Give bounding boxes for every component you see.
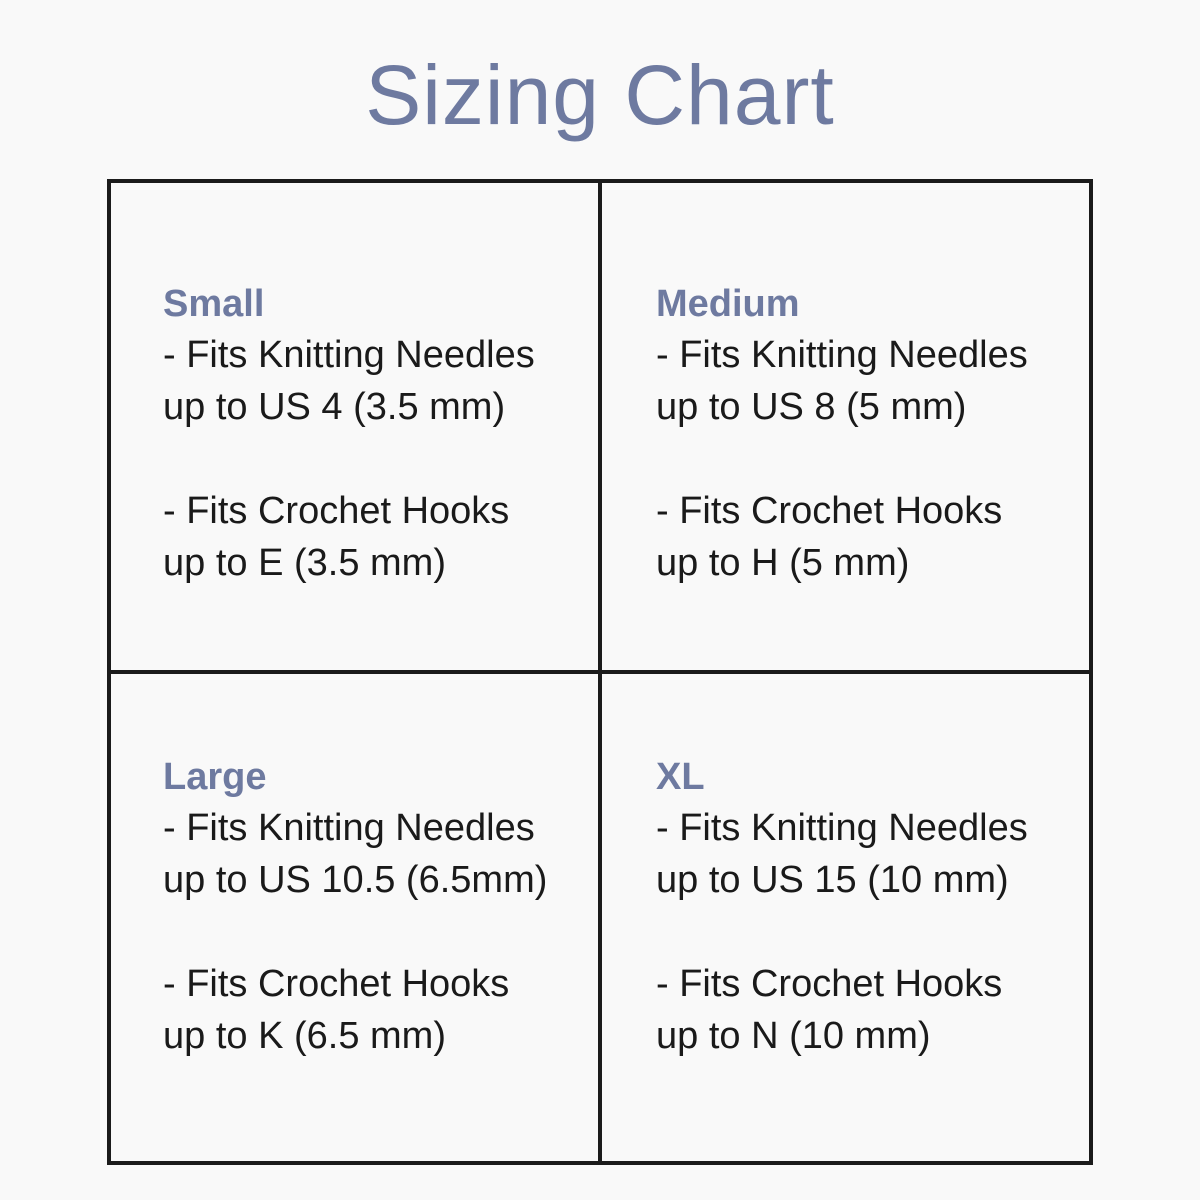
size-cell-content: [163, 279, 578, 589]
hooks-size-text: up to E (3.5 mm): [163, 542, 446, 584]
needles-text: - Fits Knitting Needles: [163, 334, 535, 376]
size-name: XL: [656, 756, 705, 798]
hooks-text: - Fits Crochet Hooks: [656, 490, 1003, 532]
spacer: [163, 906, 578, 958]
sizing-grid: [107, 179, 1093, 1165]
size-name: Large: [163, 756, 267, 798]
size-cell-small: [111, 183, 600, 672]
spacer: [656, 433, 1069, 485]
needles-text: - Fits Knitting Needles: [656, 807, 1028, 849]
page-title: Sizing Chart: [365, 48, 835, 142]
spacer: [656, 906, 1069, 958]
needles-size-text: up to US 15 (10 mm): [656, 859, 1009, 901]
hooks-size-text: up to H (5 mm): [656, 542, 910, 584]
size-cell-content: [656, 752, 1069, 1062]
size-cell-xl: [600, 672, 1089, 1161]
hooks-text: - Fits Crochet Hooks: [163, 490, 510, 532]
size-cell-medium: [600, 183, 1089, 672]
needles-size-text: up to US 4 (3.5 mm): [163, 386, 506, 428]
needles-text: - Fits Knitting Needles: [163, 807, 535, 849]
needles-size-text: up to US 8 (5 mm): [656, 386, 967, 428]
hooks-text: - Fits Crochet Hooks: [656, 963, 1003, 1005]
hooks-size-text: up to K (6.5 mm): [163, 1015, 446, 1057]
hooks-size-text: up to N (10 mm): [656, 1015, 931, 1057]
needles-size-text: up to US 10.5 (6.5mm): [163, 859, 548, 901]
needles-text: - Fits Knitting Needles: [656, 334, 1028, 376]
spacer: [163, 433, 578, 485]
hooks-text: - Fits Crochet Hooks: [163, 963, 510, 1005]
size-cell-content: [656, 279, 1069, 589]
size-name: Small: [163, 283, 265, 325]
size-cell-content: [163, 752, 578, 1062]
size-cell-large: [111, 672, 600, 1161]
size-name: Medium: [656, 283, 800, 325]
